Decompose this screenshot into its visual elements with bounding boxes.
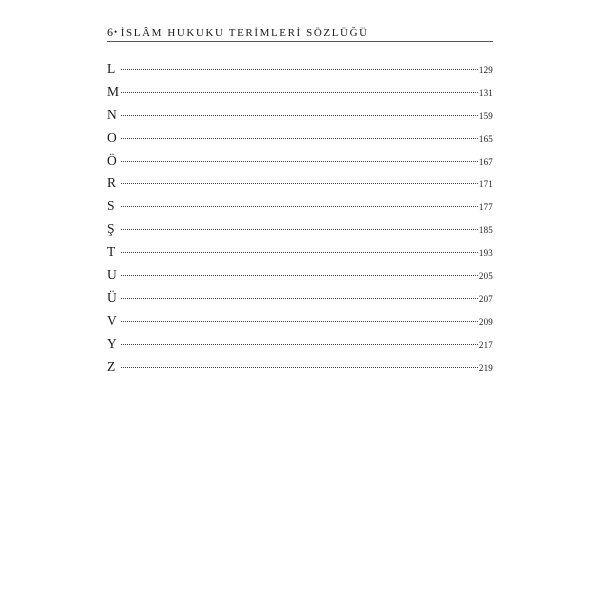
toc-page-number: 219 xyxy=(478,362,493,373)
header-bullet-separator: • xyxy=(114,27,119,37)
toc-page-number: 177 xyxy=(478,202,493,213)
toc-entry-s[interactable] xyxy=(107,195,493,218)
toc-letter: O xyxy=(107,129,117,145)
toc-letter: U xyxy=(107,267,117,283)
toc-dot-leader xyxy=(121,229,478,230)
toc-entry-m[interactable] xyxy=(107,81,493,104)
toc-dot-leader xyxy=(121,298,478,299)
header-book-title: İSLÂM HUKUKU TERİMLERİ SÖZLÜĞÜ xyxy=(120,27,369,39)
toc-letter: R xyxy=(107,175,117,191)
toc-letter: L xyxy=(107,61,116,76)
running-header xyxy=(107,25,493,42)
toc-dot-leader xyxy=(121,161,478,162)
toc-entry-l[interactable] xyxy=(107,58,493,81)
toc-dot-leader xyxy=(121,367,478,368)
toc-entry-s-cedilla[interactable] xyxy=(107,218,493,241)
toc-entry-n[interactable] xyxy=(107,104,493,127)
toc-letter: V xyxy=(107,312,117,328)
toc-letter: Z xyxy=(107,358,116,374)
toc-letter: Ş xyxy=(107,221,115,237)
toc-dot-leader xyxy=(121,206,478,207)
toc-dot-leader xyxy=(121,92,478,93)
toc-page-number: 165 xyxy=(478,133,493,144)
toc-page-number: 185 xyxy=(478,225,493,236)
toc-entry-z[interactable] xyxy=(107,356,493,379)
toc-letter: S xyxy=(107,198,115,214)
toc-dot-leader xyxy=(121,344,478,345)
toc-page-number: 193 xyxy=(478,248,493,259)
toc-dot-leader xyxy=(121,138,478,139)
toc-dot-leader xyxy=(121,275,478,276)
toc-page-number: 129 xyxy=(478,65,493,75)
toc-page-number: 159 xyxy=(478,110,493,121)
toc-page-number: 217 xyxy=(478,339,493,350)
toc-page-number: 207 xyxy=(478,293,493,304)
toc-letter: M xyxy=(107,83,120,99)
toc-dot-leader xyxy=(121,69,478,70)
toc-entry-t[interactable] xyxy=(107,241,493,264)
toc-entry-v[interactable] xyxy=(107,310,493,333)
toc-dot-leader xyxy=(121,321,478,322)
toc-page-number: 131 xyxy=(478,87,493,98)
toc-letter: Y xyxy=(107,335,117,351)
toc-page-number: 171 xyxy=(478,179,493,190)
toc-entry-u[interactable] xyxy=(107,264,493,287)
toc-entry-y[interactable] xyxy=(107,333,493,356)
toc-letter: Ü xyxy=(107,289,117,305)
toc-entry-r[interactable] xyxy=(107,172,493,195)
toc-letter: N xyxy=(107,106,117,122)
toc-dot-leader xyxy=(121,252,478,253)
header-page-number: 6 xyxy=(107,25,113,39)
table-of-contents xyxy=(107,58,493,378)
toc-entry-u-umlaut[interactable] xyxy=(107,287,493,310)
toc-page-number: 209 xyxy=(478,316,493,327)
toc-page-number: 167 xyxy=(478,156,493,167)
toc-dot-leader xyxy=(121,115,478,116)
toc-page-number: 205 xyxy=(478,271,493,282)
toc-letter: Ö xyxy=(107,152,117,168)
toc-entry-o[interactable] xyxy=(107,127,493,150)
toc-entry-o-umlaut[interactable] xyxy=(107,150,493,173)
toc-letter: T xyxy=(107,244,116,260)
toc-dot-leader xyxy=(121,183,478,184)
